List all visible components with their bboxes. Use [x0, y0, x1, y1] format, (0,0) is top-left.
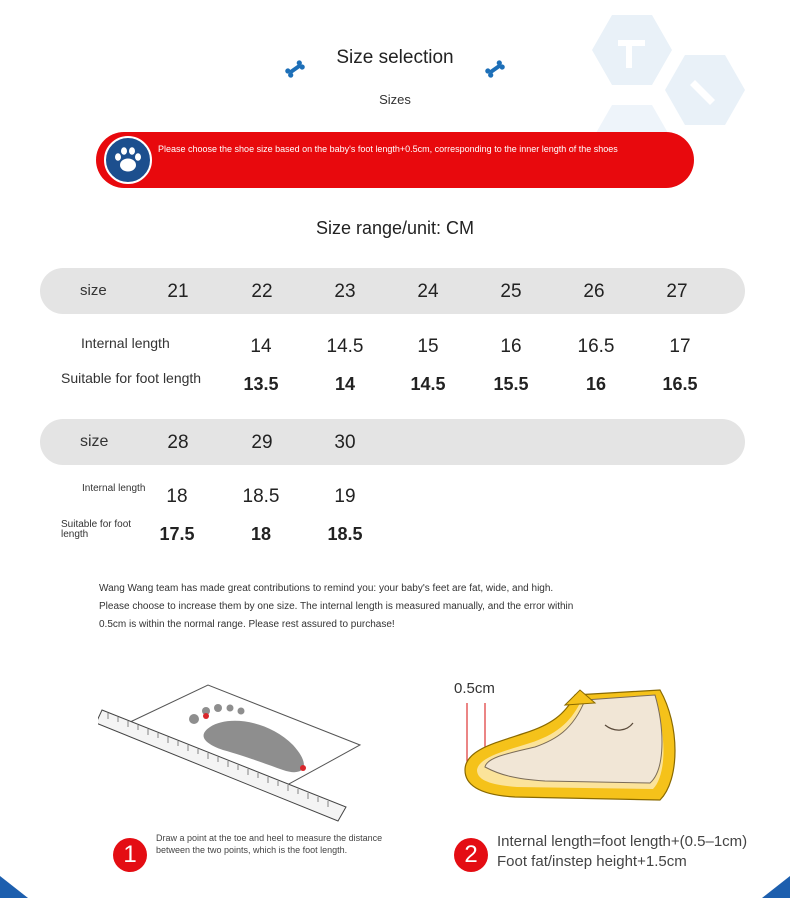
internal-length-cell: 14 — [250, 336, 272, 357]
step-2-text — [497, 832, 787, 872]
note-line-1: Wang Wang team has made great contributions to remind you: your baby's feet are fat, wide, and high. — [99, 583, 554, 594]
size-row-bar-1 — [40, 268, 745, 314]
size-row-bar-2 — [40, 419, 745, 465]
paw-icon — [110, 142, 146, 178]
size-cell: 21 — [167, 281, 189, 302]
internal-length-cell: 16.5 — [577, 336, 615, 357]
foot-length-cell: 13.5 — [243, 374, 279, 394]
foot-length-cell: 15.5 — [493, 374, 529, 394]
size-cell: 26 — [583, 281, 605, 302]
size-label-2: size — [80, 433, 109, 450]
size-range-title: Size range/unit: CM — [315, 218, 475, 238]
foot-length-cell: 18.5 — [327, 524, 363, 544]
foot-length-label-2b: length — [61, 529, 89, 540]
page-subtitle: Sizes — [379, 92, 411, 107]
size-cell: 27 — [666, 281, 688, 302]
internal-length-cell: 19 — [334, 486, 356, 507]
corner-accent-left — [0, 876, 30, 898]
size-label-1: size — [80, 282, 107, 299]
foot-measuring-illustration — [98, 675, 368, 825]
corner-accent-right — [760, 876, 790, 898]
foot-length-cell: 14 — [334, 374, 356, 394]
note-line-3: 0.5cm is within the normal range. Please rest assured to purchase! — [99, 619, 395, 630]
reminder-note — [99, 580, 699, 634]
size-cell: 22 — [251, 281, 273, 302]
foot-length-cell: 16 — [585, 374, 607, 394]
size-cell: 25 — [500, 281, 522, 302]
gap-label: 0.5cm — [454, 680, 495, 697]
step-2-line-1: Internal length=foot length+(0.5–1cm) — [497, 833, 748, 850]
size-cell: 24 — [417, 281, 439, 302]
internal-length-cell: 18 — [166, 486, 188, 507]
internal-length-label-1: Internal length — [81, 335, 170, 351]
internal-length-cell: 16 — [500, 336, 522, 357]
size-cell: 23 — [334, 281, 356, 302]
foot-length-cell: 16.5 — [662, 374, 698, 394]
bone-icon-right — [484, 60, 506, 78]
step-1-badge: 1 — [113, 838, 147, 872]
notice-banner — [96, 132, 694, 188]
shoe-cross-section-illustration — [455, 685, 685, 810]
foot-length-cell: 17.5 — [159, 524, 195, 544]
foot-length-label-1: Suitable for foot length — [61, 370, 202, 386]
foot-length-cell: 14.5 — [410, 374, 446, 394]
step-1-text: Draw a point at the toe and heel to measure the distance between the two points, which is the foot length. — [156, 833, 383, 855]
size-cell: 30 — [334, 432, 356, 453]
size-cell: 29 — [251, 432, 273, 453]
internal-length-label-2: Internal length — [82, 483, 146, 494]
internal-length-cell: 14.5 — [326, 336, 364, 357]
internal-length-cell: 17 — [669, 336, 691, 357]
foot-length-label-2a: Suitable for foot — [61, 519, 132, 530]
banner-text: Please choose the shoe size based on the baby's foot length+0.5cm, corresponding to the inner length of the shoes — [158, 144, 618, 154]
step-2-badge: 2 — [454, 838, 488, 872]
step-2-line-2: Foot fat/instep height+1.5cm — [497, 853, 687, 870]
foot-length-cell: 18 — [250, 524, 272, 544]
page-title: Size selection — [336, 47, 454, 68]
note-line-2: Please choose to increase them by one size. The internal length is measured manually, and the error within — [99, 601, 574, 612]
internal-length-cell: 15 — [417, 336, 439, 357]
internal-length-cell: 18.5 — [242, 486, 280, 507]
size-cell: 28 — [167, 432, 189, 453]
